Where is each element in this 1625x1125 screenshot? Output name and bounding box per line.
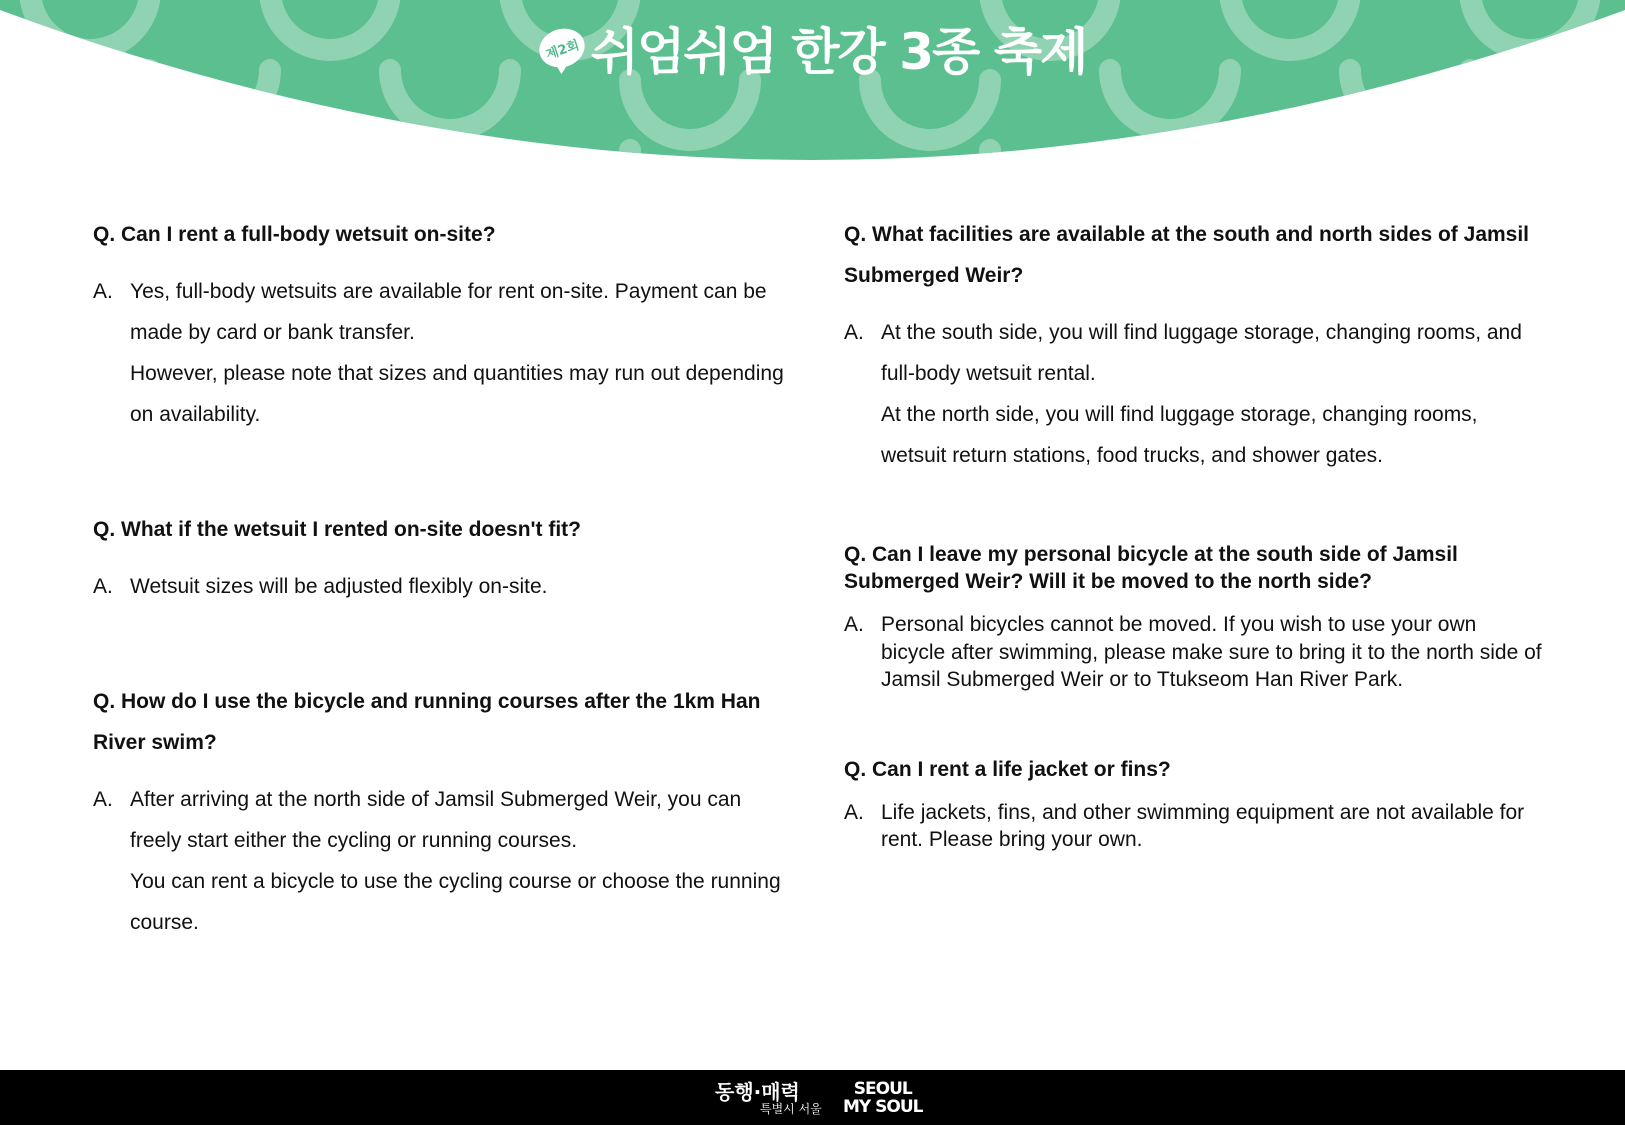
answer-paragraph: Wetsuit sizes will be adjusted flexibly on-site. xyxy=(130,575,548,598)
edition-badge: 제2회 xyxy=(534,23,589,73)
festival-title xyxy=(0,12,1625,82)
answer-paragraph: You can rent a bicycle to use the cycling course or choose the running course. xyxy=(130,870,781,934)
answer-marker: A. xyxy=(844,613,864,636)
faq-answer xyxy=(844,799,1544,854)
faq-item xyxy=(844,756,1544,854)
faq-question: Q. Can I leave my personal bicycle at the south side of Jamsil Submerged Weir? Will it be moved to the north side? xyxy=(844,543,1458,593)
faq-answer xyxy=(844,611,1544,694)
answer-marker: A. xyxy=(93,575,113,598)
seoul-my-soul-logo: SEOUL MY SOUL xyxy=(843,1079,923,1117)
faq-question: Q. How do I use the bicycle and running courses after the 1km Han River swim? xyxy=(93,690,761,754)
answer-paragraph: Life jackets, fins, and other swimming equipment are not available for rent. Please bring your own. xyxy=(881,800,1525,851)
faq-question: Q. Can I rent a full-body wetsuit on-site? xyxy=(93,223,496,246)
faq-item xyxy=(844,214,1544,476)
faq-right-column xyxy=(844,214,1544,854)
faq-item xyxy=(844,541,1544,694)
faq-answer xyxy=(93,271,793,435)
faq-item xyxy=(93,214,793,435)
answer-paragraph: Personal bicycles cannot be moved. If you wish to use your own bicycle after swimming, please make sure to bring it to the north side of Jamsil Submerged Weir or to Ttukseom Han River Park. xyxy=(881,613,1542,691)
faq-question: Q. What facilities are available at the south and north sides of Jamsil Submerged Weir? xyxy=(844,223,1530,287)
footer-bar xyxy=(0,1070,1625,1125)
answer-marker: A. xyxy=(93,280,113,303)
title-text: 쉬엄쉬엄 한강 3종 축제 xyxy=(590,23,1087,81)
answer-paragraph: At the north side, you will find luggage storage, changing rooms, wetsuit return stations, food trucks, and shower gates. xyxy=(881,403,1478,467)
faq-answer xyxy=(844,312,1544,476)
answer-marker: A. xyxy=(844,321,864,344)
faq-question: Q. What if the wetsuit I rented on-site doesn't fit? xyxy=(93,518,581,541)
faq-item xyxy=(93,681,793,943)
answer-paragraph: After arriving at the north side of Jamsil Submerged Weir, you can freely start either the cycling or running courses. xyxy=(130,788,742,852)
answer-paragraph: At the south side, you will find luggage storage, changing rooms, and full-body wetsuit rental. xyxy=(881,321,1522,385)
faq-answer xyxy=(93,779,793,943)
answer-marker: A. xyxy=(844,800,864,824)
faq-answer xyxy=(93,566,793,607)
answer-paragraph: However, please note that sizes and quantities may run out depending on availability. xyxy=(130,362,784,426)
faq-item xyxy=(93,509,793,607)
seoul-slogan-logo: 동행·매력 특별시 서울 xyxy=(715,1080,822,1116)
answer-marker: A. xyxy=(93,788,113,811)
faq-question: Q. Can I rent a life jacket or fins? xyxy=(844,757,1171,781)
answer-paragraph: Yes, full-body wetsuits are available for rent on-site. Payment can be made by card or bank transfer. xyxy=(130,280,767,344)
faq-left-column xyxy=(93,214,793,943)
header-banner xyxy=(0,0,1625,170)
